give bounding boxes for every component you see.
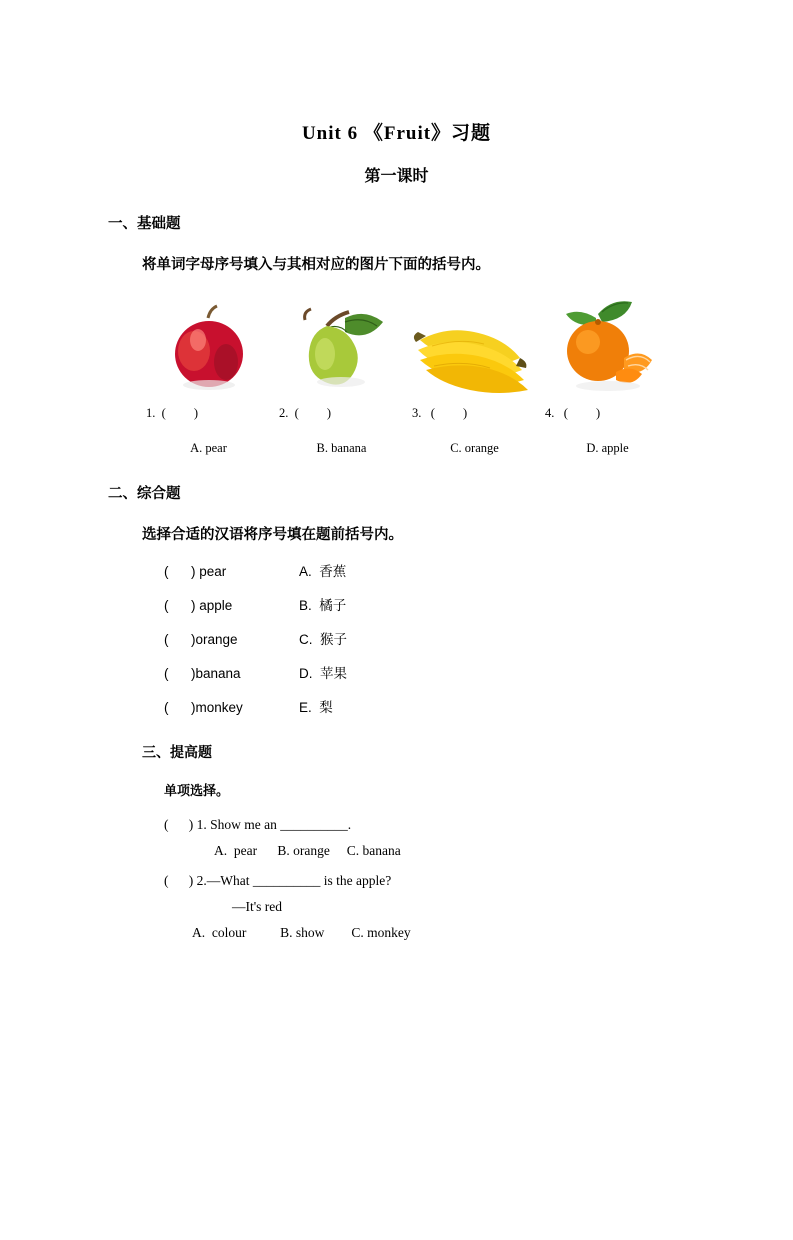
orange-photo xyxy=(541,296,674,396)
match-left-4[interactable]: ( )banana xyxy=(164,666,241,681)
match-right-5: E. 梨 xyxy=(299,700,333,715)
blank-1[interactable]: 1. ( ) xyxy=(146,406,199,420)
match-right-3: C. 猴子 xyxy=(299,632,348,647)
blank-2[interactable]: 2. ( ) xyxy=(279,406,332,420)
list-item xyxy=(164,594,719,614)
list-item xyxy=(164,696,719,716)
pear-photo xyxy=(275,296,408,396)
section-2-instruction: 选择合适的汉语将序号填在题前括号内。 xyxy=(142,527,403,543)
mcq-choices-1[interactable]: A. pear B. orange C. banana xyxy=(214,843,401,858)
fruit-image-row xyxy=(74,296,719,396)
page-title: Unit 6 《Fruit》习题 xyxy=(301,123,492,144)
list-item xyxy=(164,662,719,682)
option-b: B. banana xyxy=(316,441,367,455)
matching-list xyxy=(74,560,719,716)
option-d: D. apple xyxy=(586,441,629,455)
section-3-instruction: 单项选择。 xyxy=(164,783,230,798)
section-1-heading: 一、基础题 xyxy=(108,216,181,232)
worksheet-page xyxy=(0,118,793,1240)
section-2-heading: 二、综合题 xyxy=(108,486,181,502)
match-right-1: A. 香蕉 xyxy=(299,564,347,579)
match-left-5[interactable]: ( )monkey xyxy=(164,700,243,715)
option-a: A. pear xyxy=(190,441,227,455)
banana-photo xyxy=(408,296,541,396)
mcq-answer-line-2: —It's red xyxy=(232,899,283,914)
blank-3[interactable]: 3. ( ) xyxy=(412,406,468,420)
mcq-block xyxy=(74,817,719,941)
apple-photo xyxy=(142,296,275,396)
image-answer-blanks xyxy=(74,406,719,421)
match-right-2: B. 橘子 xyxy=(299,598,347,613)
mcq-question-2[interactable]: ( ) 2.—What __________ is the apple? xyxy=(164,873,392,888)
match-right-4: D. 苹果 xyxy=(299,666,348,681)
match-left-2[interactable]: ( ) apple xyxy=(164,598,233,613)
word-options-row xyxy=(74,441,719,456)
match-left-3[interactable]: ( )orange xyxy=(164,632,238,647)
option-c: C. orange xyxy=(450,441,499,455)
blank-4[interactable]: 4. ( ) xyxy=(545,406,601,420)
mcq-question-1[interactable]: ( ) 1. Show me an __________. xyxy=(164,817,352,832)
page-subtitle: 第一课时 xyxy=(364,168,429,185)
section-3-heading: 三、提高题 xyxy=(142,744,212,760)
list-item xyxy=(164,560,719,580)
section-1-instruction: 将单词字母序号填入与其相对应的图片下面的括号内。 xyxy=(142,257,490,273)
match-left-1[interactable]: ( ) pear xyxy=(164,564,227,579)
mcq-choices-2[interactable]: A. colour B. show C. monkey xyxy=(192,925,411,940)
list-item xyxy=(164,628,719,648)
